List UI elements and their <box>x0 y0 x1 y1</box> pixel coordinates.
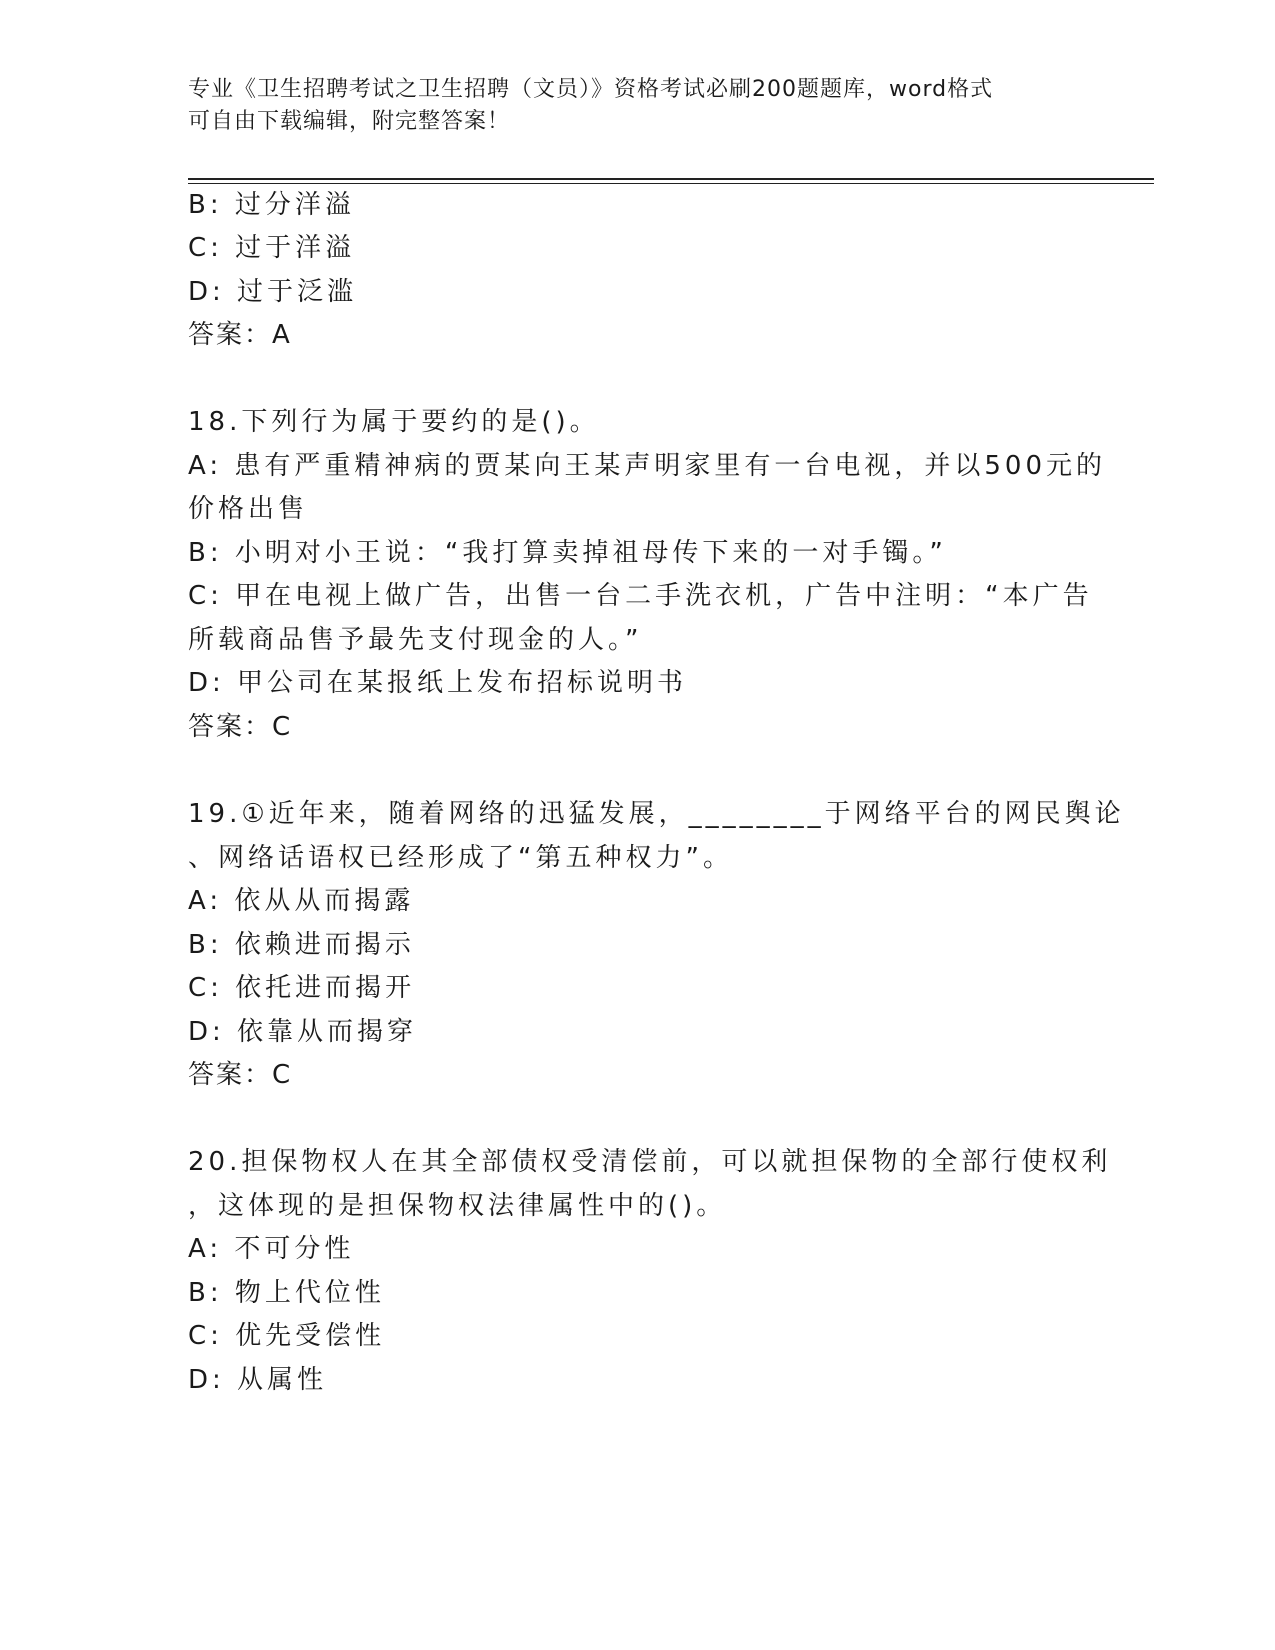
q18-option-a-line1: A: 患有严重精神病的贾某向王某声明家里有一台电视，并以500元的 <box>188 451 1106 481</box>
q18-option-c-line2: 所载商品售予最先支付现金的人。” <box>188 625 643 655</box>
q18-option-b: B: 小明对小王说：“我打算卖掉祖母传下来的一对手镯。” <box>188 538 947 568</box>
header-line-1: 专业《卫生招聘考试之卫生招聘（文员）》资格考试必刷200题题库，word格式 <box>188 77 994 102</box>
q19-stem-line2: 、网络话语权已经形成了“第五种权力”。 <box>188 843 733 873</box>
q20-option-d: D: 从属性 <box>188 1365 328 1395</box>
q17-option-d: D: 过于泛滥 <box>188 277 358 307</box>
q19-answer: 答案：C <box>188 1060 293 1090</box>
q20-stem-line1: 20.担保物权人在其全部债权受清偿前，可以就担保物的全部行使权利 <box>188 1147 1112 1177</box>
header-line-2: 可自由下载编辑，附完整答案！ <box>188 109 511 134</box>
q19-option-a: A: 依从从而揭露 <box>188 886 415 916</box>
q17-option-c: C: 过于洋溢 <box>188 233 356 263</box>
q20-stem-line2: ，这体现的是担保物权法律属性中的()。 <box>188 1191 727 1221</box>
q17-answer: 答案：A <box>188 320 292 350</box>
q18-option-d: D: 甲公司在某报纸上发布招标说明书 <box>188 668 688 698</box>
header-divider-thin <box>188 183 1154 184</box>
q19-option-d: D: 依靠从而揭穿 <box>188 1017 418 1047</box>
q19-option-c: C: 依托进而揭开 <box>188 973 416 1003</box>
header-divider-thick <box>188 178 1154 180</box>
q20-option-c: C: 优先受偿性 <box>188 1321 386 1351</box>
q18-option-a-line2: 价格出售 <box>188 494 309 524</box>
q18-stem: 18.下列行为属于要约的是()。 <box>188 407 600 437</box>
q18-answer: 答案：C <box>188 712 293 742</box>
q19-option-b: B: 依赖进而揭示 <box>188 930 415 960</box>
document-header <box>188 74 1068 138</box>
q19-stem-line1: 19.①近年来，随着网络的迅猛发展，________于网络平台的网民舆论 <box>188 799 1125 829</box>
q17-option-b: B: 过分洋溢 <box>188 190 355 220</box>
q18-option-c-line1: C: 甲在电视上做广告，出售一台二手洗衣机，广告中注明：“本广告 <box>188 581 1093 611</box>
q20-option-a: A: 不可分性 <box>188 1234 355 1264</box>
q20-option-b: B: 物上代位性 <box>188 1278 385 1308</box>
